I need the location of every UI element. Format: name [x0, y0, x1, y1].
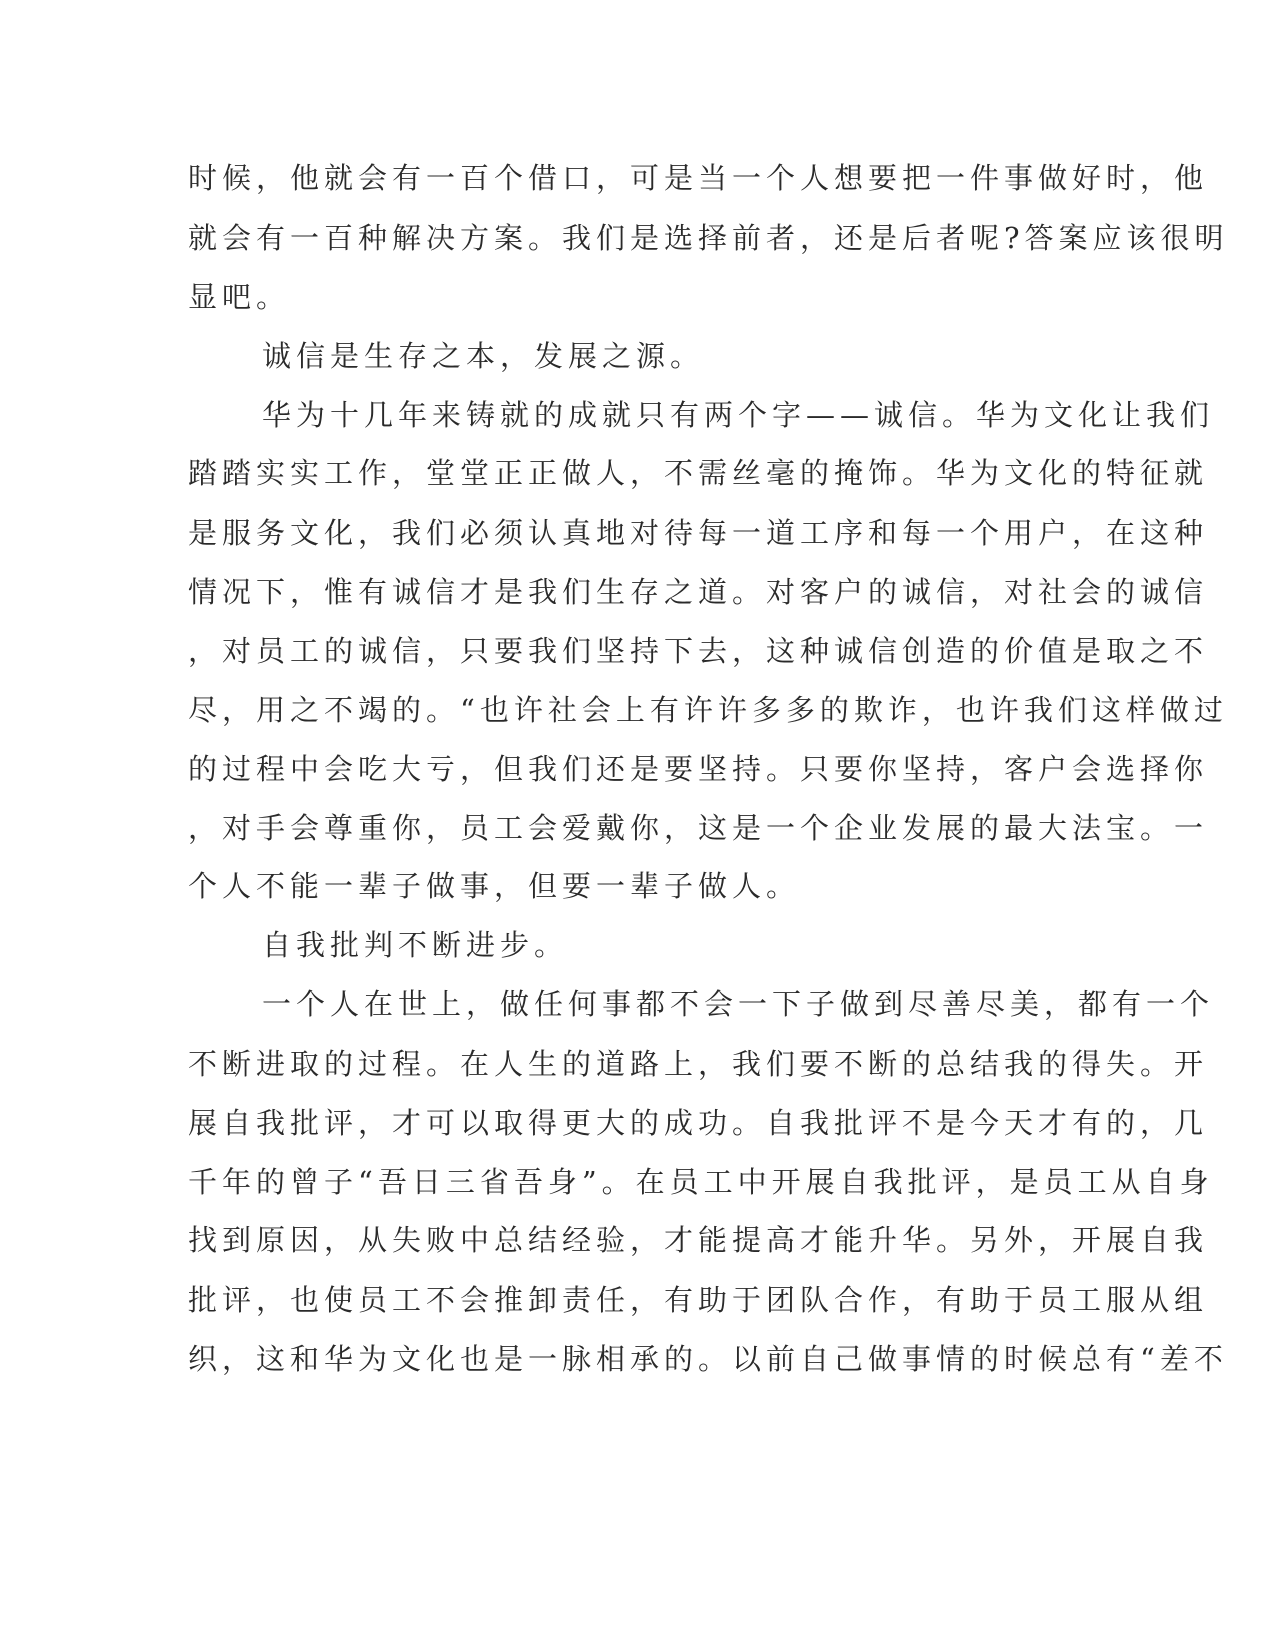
text-line: 织，这和华为文化也是一脉相承的。以前自己做事情的时候总有“差不 [188, 1342, 1228, 1376]
text-line: 的过程中会吃大亏，但我们还是要坚持。只要你坚持，客户会选择你 [188, 752, 1209, 786]
text-line: ，对员工的诚信，只要我们坚持下去，这种诚信创造的价值是取之不 [188, 634, 1209, 668]
text-line: 踏踏实实工作，堂堂正正做人，不需丝毫的掩饰。华为文化的特征就 [188, 456, 1209, 490]
text-line: ，对手会尊重你，员工会爱戴你，这是一个企业发展的最大法宝。一 [188, 811, 1209, 845]
section-heading: 自我批判不断进步。 [262, 928, 569, 962]
text-line: 华为十几年来铸就的成就只有两个字——诚信。华为文化让我们 [262, 398, 1215, 432]
text-line: 批评，也使员工不会推卸责任，有助于团队合作，有助于员工服从组 [188, 1283, 1209, 1317]
text-line: 显吧。 [188, 280, 291, 314]
text-line: 情况下，惟有诚信才是我们生存之道。对客户的诚信，对社会的诚信 [188, 575, 1209, 609]
text-line: 找到原因，从失败中总结经验，才能提高才能升华。另外，开展自我 [188, 1223, 1209, 1257]
text-line: 个人不能一辈子做事，但要一辈子做人。 [188, 869, 801, 903]
text-line: 时候，他就会有一百个借口，可是当一个人想要把一件事做好时，他 [188, 161, 1209, 195]
text-line: 是服务文化，我们必须认真地对待每一道工序和每一个用户，在这种 [188, 516, 1209, 550]
text-line: 就会有一百种解决方案。我们是选择前者，还是后者呢?答案应该很明 [188, 221, 1229, 255]
text-line: 展自我批评，才可以取得更大的成功。自我批评不是今天才有的，几 [188, 1106, 1209, 1140]
text-line: 不断进取的过程。在人生的道路上，我们要不断的总结我的得失。开 [188, 1047, 1209, 1081]
text-line: 一个人在世上，做任何事都不会一下子做到尽善尽美，都有一个 [262, 987, 1215, 1021]
text-line: 千年的曾子“吾日三省吾身”。在员工中开展自我批评，是员工从自身 [188, 1165, 1214, 1199]
text-line: 尽，用之不竭的。“也许社会上有许许多多的欺诈，也许我们这样做过 [188, 693, 1228, 727]
section-heading: 诚信是生存之本，发展之源。 [262, 339, 705, 373]
